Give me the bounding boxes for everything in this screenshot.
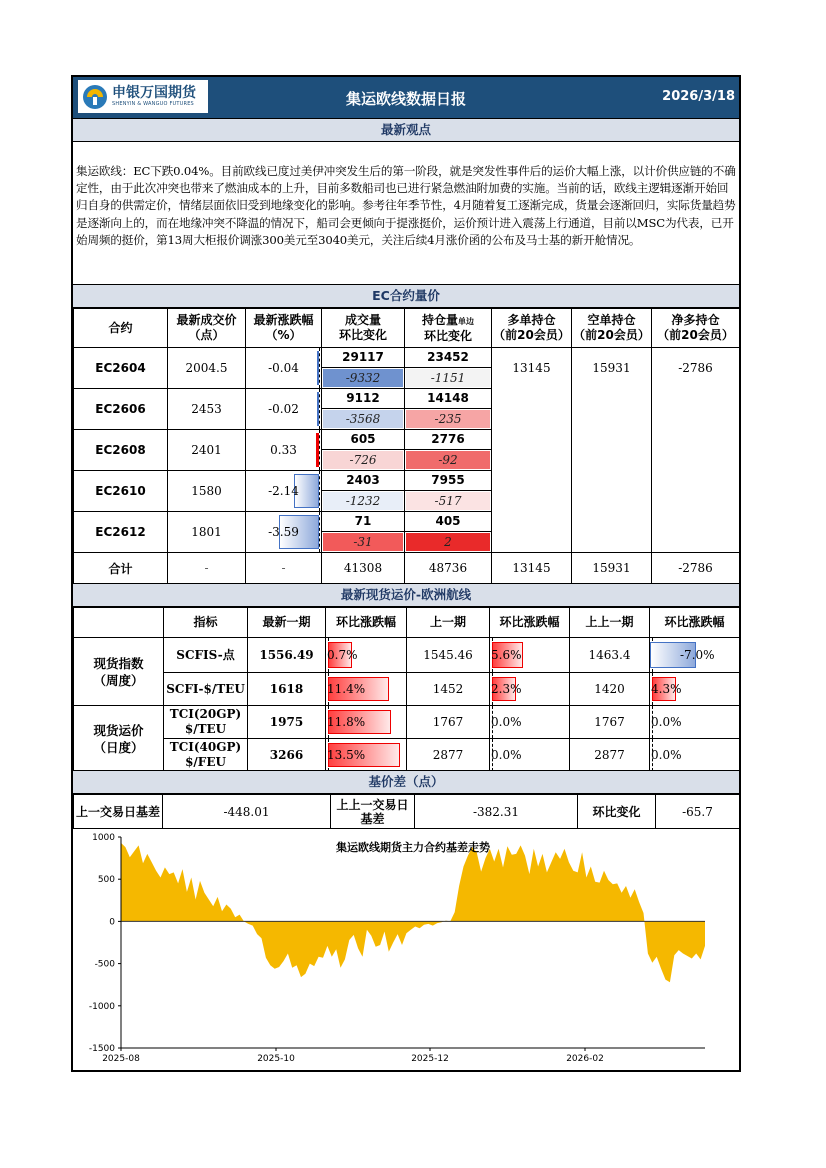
x-tick-label: 2025-10 bbox=[257, 1054, 295, 1064]
spot-change bbox=[490, 673, 570, 706]
ec-table bbox=[73, 308, 740, 584]
spot-change-text: 0.0% bbox=[651, 748, 682, 762]
view-section-title: 最新观点 bbox=[73, 118, 739, 142]
ec-row bbox=[74, 471, 740, 512]
spot-change bbox=[326, 739, 407, 772]
spot-change-text: 13.5% bbox=[327, 748, 366, 762]
basis-table bbox=[73, 794, 740, 829]
y-tick-label: 1000 bbox=[92, 833, 115, 843]
change-text: 0.33 bbox=[270, 443, 297, 457]
spot-row bbox=[74, 673, 740, 706]
spot-change bbox=[650, 706, 740, 739]
spot-row bbox=[74, 638, 740, 673]
spot-change-text: 4.3% bbox=[651, 682, 682, 696]
basis-last-label: 上一交易日基差 bbox=[74, 795, 163, 829]
y-tick-label: 0 bbox=[109, 917, 115, 928]
latest-price: 2004.5 bbox=[168, 348, 246, 389]
report-date: 2026/3/18 bbox=[662, 89, 735, 104]
vol-change bbox=[322, 368, 404, 388]
vol-change bbox=[322, 491, 404, 511]
short-position: 15931 bbox=[572, 348, 652, 389]
short-position bbox=[572, 389, 652, 430]
oi-cell bbox=[405, 512, 492, 553]
long-position bbox=[492, 430, 572, 471]
spot-change-text: 5.6% bbox=[491, 648, 522, 662]
oi-change-text: -517 bbox=[434, 494, 462, 508]
spot-change bbox=[326, 638, 407, 673]
col-open-interest: 持仓量单边 环比变化 bbox=[405, 309, 492, 348]
col-price: 最新成交价 （点） bbox=[168, 309, 246, 348]
ec-row bbox=[74, 430, 740, 471]
spot-prev: 1767 bbox=[407, 706, 490, 739]
basis-section-title: 基价差（点） bbox=[73, 770, 739, 794]
oi-value: 405 bbox=[405, 512, 491, 532]
basis-chg-label: 环比变化 bbox=[578, 795, 656, 829]
spot-indicator: SCFI-$/TEU bbox=[164, 673, 248, 706]
col-change: 最新涨跌幅 （%） bbox=[246, 309, 322, 348]
long-position bbox=[492, 471, 572, 512]
vol-change-text: -31 bbox=[353, 535, 373, 549]
basis-last-value: -448.01 bbox=[163, 795, 331, 829]
long-position bbox=[492, 389, 572, 430]
spot-change bbox=[650, 739, 740, 772]
y-tick-label: -1500 bbox=[88, 1044, 115, 1054]
spot-change bbox=[326, 706, 407, 739]
total-change: - bbox=[246, 553, 322, 584]
contract-code: EC2604 bbox=[74, 348, 168, 389]
vol-change-text: -9332 bbox=[345, 371, 381, 385]
total-price: - bbox=[168, 553, 246, 584]
y-tick-label: -1000 bbox=[88, 1001, 115, 1012]
latest-price: 2453 bbox=[168, 389, 246, 430]
short-position bbox=[572, 430, 652, 471]
spot-table bbox=[73, 607, 740, 772]
ec-row bbox=[74, 389, 740, 430]
col-volume: 成交量 环比变化 bbox=[322, 309, 405, 348]
spot-change bbox=[650, 638, 740, 673]
oi-value: 2776 bbox=[405, 430, 491, 450]
oi-change-text: -1151 bbox=[430, 371, 466, 385]
spot-change bbox=[490, 706, 570, 739]
vol-value: 29117 bbox=[322, 348, 404, 368]
ec-row bbox=[74, 348, 740, 389]
x-tick-label: 2026-02 bbox=[566, 1054, 604, 1064]
latest-change bbox=[246, 348, 322, 389]
y-tick-label: -500 bbox=[94, 959, 115, 970]
spot-col-latest: 最新一期 bbox=[248, 608, 326, 638]
net-position bbox=[652, 512, 740, 553]
latest-change bbox=[246, 471, 322, 512]
vol-change bbox=[322, 450, 404, 470]
spot-change bbox=[326, 673, 407, 706]
spot-change bbox=[650, 673, 740, 706]
latest-price: 1580 bbox=[168, 471, 246, 512]
oi-cell bbox=[405, 430, 492, 471]
latest-change bbox=[246, 430, 322, 471]
vol-cell bbox=[322, 512, 405, 553]
x-tick-label: 2025-12 bbox=[411, 1054, 449, 1064]
spot-change bbox=[490, 638, 570, 673]
oi-value: 7955 bbox=[405, 471, 491, 491]
vol-change-text: -726 bbox=[349, 453, 377, 467]
latest-price: 2401 bbox=[168, 430, 246, 471]
spot-col-indicator: 指标 bbox=[164, 608, 248, 638]
vol-change-text: -1232 bbox=[345, 494, 381, 508]
contract-code: EC2610 bbox=[74, 471, 168, 512]
spot-indicator: TCI(20GP) $/TEU bbox=[164, 706, 248, 739]
total-open-interest: 48736 bbox=[405, 553, 492, 584]
net-position bbox=[652, 471, 740, 512]
net-position bbox=[652, 430, 740, 471]
spot-change-text: 0.0% bbox=[651, 715, 682, 729]
spot-indicator: SCFIS-点 bbox=[164, 638, 248, 673]
spot-indicator: TCI(40GP) $/FEU bbox=[164, 739, 248, 772]
spot-header-row bbox=[74, 608, 740, 638]
col-contract: 合约 bbox=[74, 309, 168, 348]
oi-value: 14148 bbox=[405, 389, 491, 409]
change-text: -2.14 bbox=[268, 484, 299, 498]
oi-change-text: -235 bbox=[434, 412, 462, 426]
total-short: 15931 bbox=[572, 553, 652, 584]
basis-row bbox=[74, 795, 740, 829]
oi-cell bbox=[405, 389, 492, 430]
contract-code: EC2608 bbox=[74, 430, 168, 471]
contract-code: EC2612 bbox=[74, 512, 168, 553]
logo-en-text: SHENYIN & WANGUO FUTURES bbox=[112, 101, 194, 107]
col-short: 空单持仓 （前20会员） bbox=[572, 309, 652, 348]
report-title: 集运欧线数据日报 bbox=[345, 90, 466, 108]
spot-change-text: 0.7% bbox=[327, 648, 358, 662]
oi-cell bbox=[405, 348, 492, 389]
vol-value: 71 bbox=[322, 512, 404, 532]
change-text: -0.04 bbox=[268, 361, 299, 375]
spot-prev: 2877 bbox=[407, 739, 490, 772]
spot-row bbox=[74, 706, 740, 739]
y-tick-label: 500 bbox=[97, 875, 115, 886]
spot-change-text: -7.0% bbox=[680, 648, 715, 662]
col-long: 多单持仓 （前20会员） bbox=[492, 309, 572, 348]
short-position bbox=[572, 471, 652, 512]
contract-code: EC2606 bbox=[74, 389, 168, 430]
vol-value: 9112 bbox=[322, 389, 404, 409]
vol-change bbox=[322, 409, 404, 429]
vol-cell bbox=[322, 348, 405, 389]
latest-change bbox=[246, 512, 322, 553]
long-position: 13145 bbox=[492, 348, 572, 389]
vol-cell bbox=[322, 471, 405, 512]
spot-prev2: 1420 bbox=[570, 673, 650, 706]
report-sheet bbox=[71, 75, 741, 1072]
basis-chart bbox=[73, 829, 739, 1070]
spot-group-label: 现货运价 （日度） bbox=[74, 706, 164, 772]
spot-change-text: 11.4% bbox=[327, 682, 366, 696]
oi-change bbox=[405, 532, 491, 552]
spot-col-chg3: 环比涨跌幅 bbox=[650, 608, 740, 638]
basis-chg-value: -65.7 bbox=[656, 795, 740, 829]
vol-change bbox=[322, 532, 404, 552]
logo-cn-text: 申银万国期货 bbox=[112, 85, 196, 101]
spot-row bbox=[74, 739, 740, 772]
latest-change bbox=[246, 389, 322, 430]
ec-total-row bbox=[74, 553, 740, 584]
spot-prev2: 1767 bbox=[570, 706, 650, 739]
spot-col-chg1: 环比涨跌幅 bbox=[326, 608, 407, 638]
long-position bbox=[492, 512, 572, 553]
chart-title: 集运欧线期货主力合约基差走势 bbox=[336, 841, 490, 854]
total-net: -2786 bbox=[652, 553, 740, 584]
oi-value: 23452 bbox=[405, 348, 491, 368]
x-tick-label: 2025-08 bbox=[102, 1054, 140, 1064]
spot-latest: 1556.49 bbox=[248, 638, 326, 673]
vol-cell bbox=[322, 389, 405, 430]
report-header bbox=[73, 77, 739, 119]
change-text: -3.59 bbox=[268, 525, 299, 539]
oi-change bbox=[405, 409, 491, 429]
spot-change-text: 0.0% bbox=[491, 748, 522, 762]
ec-section-title: EC合约量价 bbox=[73, 284, 739, 308]
basis-area bbox=[121, 843, 705, 982]
spot-prev: 1452 bbox=[407, 673, 490, 706]
short-position bbox=[572, 512, 652, 553]
vol-value: 605 bbox=[322, 430, 404, 450]
spot-prev2: 1463.4 bbox=[570, 638, 650, 673]
oi-change bbox=[405, 491, 491, 511]
spot-col-chg2: 环比涨跌幅 bbox=[490, 608, 570, 638]
total-volume: 41308 bbox=[322, 553, 405, 584]
spot-col-prev: 上一期 bbox=[407, 608, 490, 638]
total-long: 13145 bbox=[492, 553, 572, 584]
oi-change-text: -92 bbox=[438, 453, 458, 467]
spot-col-prev2: 上上一期 bbox=[570, 608, 650, 638]
oi-change bbox=[405, 450, 491, 470]
spot-change-text: 11.8% bbox=[327, 715, 366, 729]
vol-cell bbox=[322, 430, 405, 471]
total-label: 合计 bbox=[74, 553, 168, 584]
spot-prev2: 2877 bbox=[570, 739, 650, 772]
spot-latest: 3266 bbox=[248, 739, 326, 772]
vol-change-text: -3568 bbox=[345, 412, 381, 426]
view-paragraph: 集运欧线：EC下跌0.04%。目前欧线已度过美伊冲突发生后的第一阶段，就是突发性事件后的运价大幅上涨，以计价供应链的不确定性，由于此次冲突也带来了燃油成本的上升，目前多数船司也已进行紧急燃油附加费的实施。当前的话，欧线主逻辑逐渐开始回归自身的供需定价，情绪层面依旧受到地缘变化的影响。参考往年季节性，4月随着复工逐渐完成，货量会逐渐回归，实际货量趋势是逐渐向上的，而在地缘冲突不降温的情况下，船司会更倾向于提涨挺价，运价预计进入震荡上行通道，目前以MSC为代表，已开始周频的挺价，第13周大柜报价调涨300美元至3040美元，关注后续4月涨价函的公布及马士基的新开舱情况。 bbox=[76, 164, 736, 247]
spot-section-title: 最新现货运价-欧洲航线 bbox=[73, 583, 739, 607]
spot-change-text: 0.0% bbox=[491, 715, 522, 729]
ec-row bbox=[74, 512, 740, 553]
change-text: -0.02 bbox=[268, 402, 299, 416]
oi-change bbox=[405, 368, 491, 388]
latest-price: 1801 bbox=[168, 512, 246, 553]
basis-prev-label: 上上一交易日基差 bbox=[331, 795, 415, 829]
spot-prev: 1545.46 bbox=[407, 638, 490, 673]
spot-latest: 1975 bbox=[248, 706, 326, 739]
basis-prev-value: -382.31 bbox=[415, 795, 578, 829]
col-net: 净多持仓 （前20会员） bbox=[652, 309, 740, 348]
spot-change-text: 2.3% bbox=[491, 682, 522, 696]
oi-change-text: 2 bbox=[444, 535, 452, 549]
oi-cell bbox=[405, 471, 492, 512]
vol-value: 2403 bbox=[322, 471, 404, 491]
net-position bbox=[652, 389, 740, 430]
spot-latest: 1618 bbox=[248, 673, 326, 706]
spot-change bbox=[490, 739, 570, 772]
ec-header-row bbox=[74, 309, 740, 348]
spot-group-label: 现货指数 （周度） bbox=[74, 638, 164, 706]
net-position: -2786 bbox=[652, 348, 740, 389]
